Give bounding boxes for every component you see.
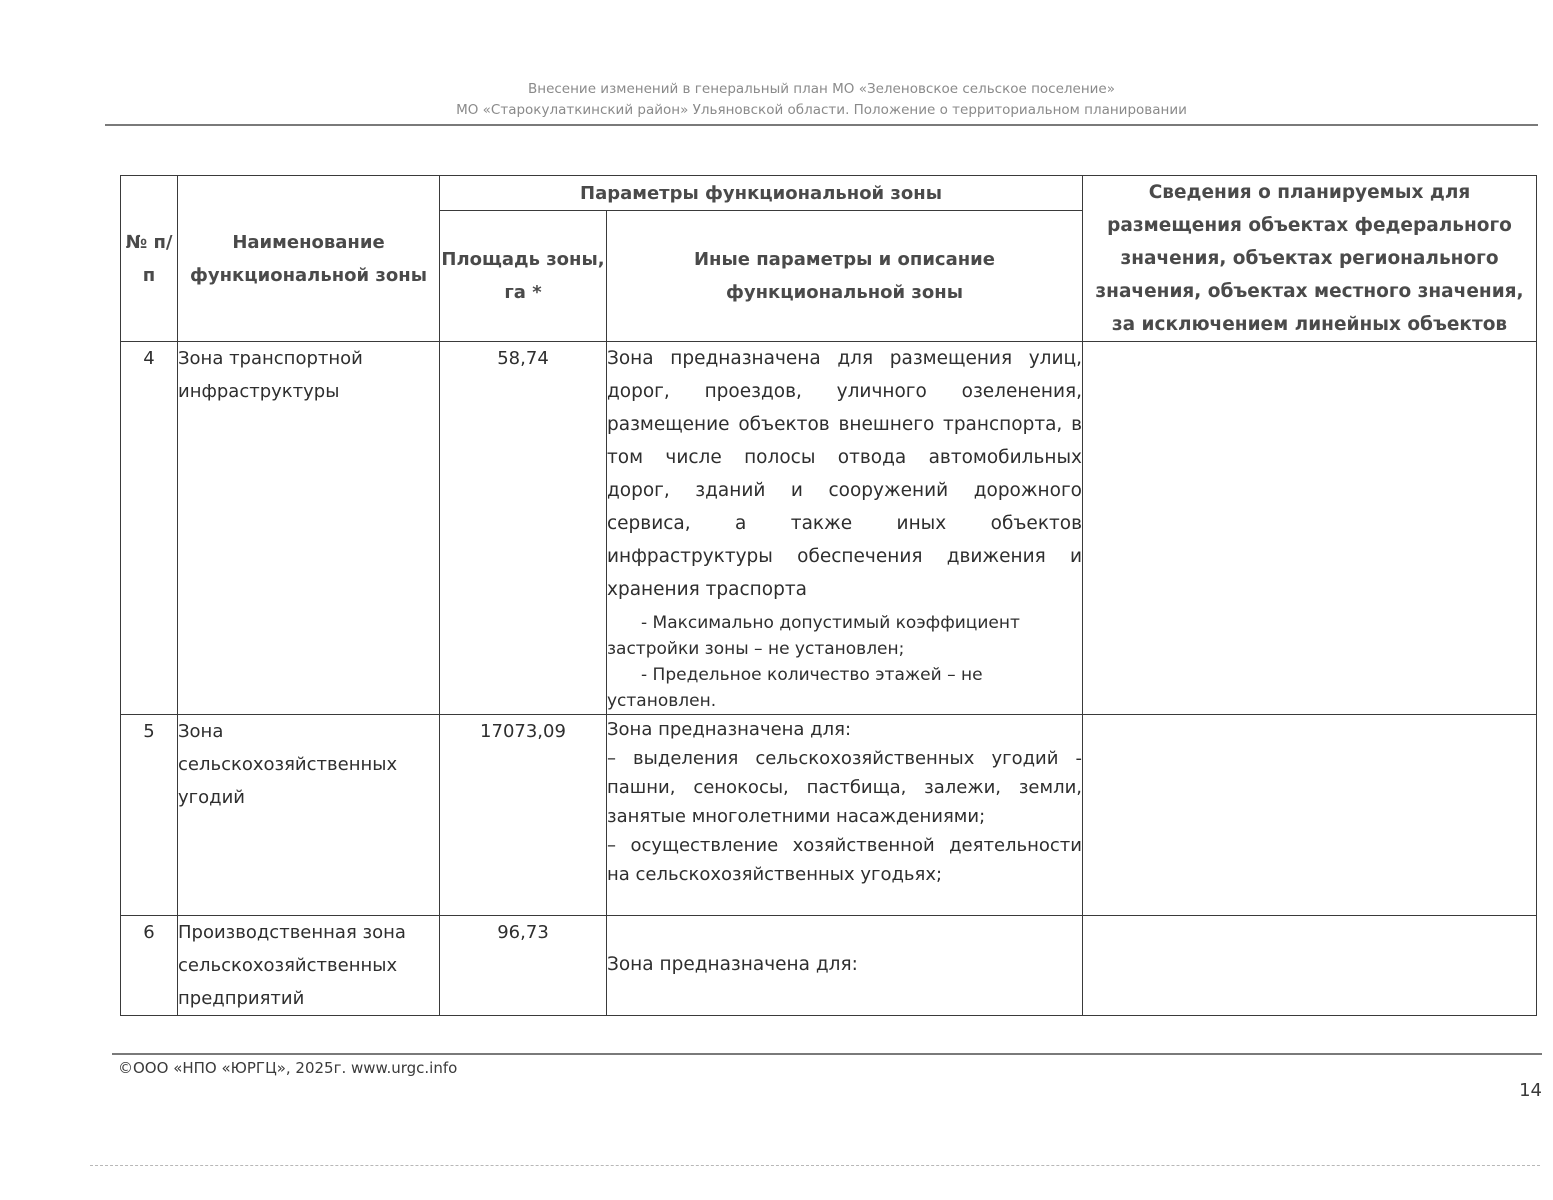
header-line-2: МО «Старокулаткинский район» Ульяновской области. Положение о территориальном планировании [456,102,1187,118]
table-row [121,916,1537,1016]
col-header-number: № п/п [121,176,178,342]
zone-description-cell [607,342,1083,715]
header-line-1: Внесение изменений в генеральный план МО «Зеленовское сельское поселение» [527,81,1115,97]
table-row [121,715,1537,916]
scan-edge-line [90,1165,1540,1166]
planned-objects-cell [1083,715,1537,916]
zone-area: 17073,09 [440,715,607,916]
zone-description-intro: Зона предназначена для: [607,719,852,740]
col-header-area: Площадь зоны, га * [440,211,607,342]
zone-name: Зона транспортной инфраструктуры [178,342,440,715]
zone-name: Зона сельскохозяйственных угодий [178,715,440,916]
zone-description-item: – осуществление хозяйственной деятельности на сельскохозяйственных угодьях; [607,835,1082,885]
zone-area: 96,73 [440,916,607,1016]
zone-parameters [607,610,1082,714]
row-number: 5 [121,715,178,916]
zone-description-cell [607,715,1083,916]
zone-parameter-floors: - Предельное количество этажей – не установлен. [607,665,983,711]
zone-area: 58,74 [440,342,607,715]
col-header-planned-objects: Сведения о планируемых для размещения объектах федерального значения, объектах регионального значения, объектах местного значения, за исключением линейных объектов [1083,176,1537,342]
planned-objects-cell [1083,342,1537,715]
row-number: 4 [121,342,178,715]
functional-zones-table [120,175,1537,1016]
footer-divider [112,1053,1542,1055]
col-header-zone-parameters: Параметры функциональной зоны [440,176,1083,211]
zone-parameter-coefficient: - Максимально допустимый коэффициент застройки зоны – не установлен; [607,613,1020,659]
zone-name: Производственная зона сельскохозяйственных предприятий [178,916,440,1016]
zone-description-list [607,715,1082,889]
zone-description: Зона предназначена для: [607,954,858,975]
zone-description-item: – выделения сельскохозяйственных угодий - пашни, сенокосы, пастбища, залежи, земли, занятые многолетними насаждениями; [607,748,1082,827]
planned-objects-cell [1083,916,1537,1016]
row-number: 6 [121,916,178,1016]
zone-description-cell [607,916,1083,1016]
footer-copyright: ©ООО «НПО «ЮРГЦ», 2025г. www.urgc.info [118,1059,458,1077]
page-number: 14 [1519,1080,1542,1101]
col-header-zone-name: Наименование функциональной зоны [178,176,440,342]
zone-description: Зона предназначена для размещения улиц, дорог, проездов, уличного озеленения, размещение объектов внешнего транспорта, в том числе полосы отвода автомобильных дорог, зданий и сооружений дорожного сервиса, а также иных объектов инфраструктуры обеспечения движения и хранения траспорта [607,348,1082,600]
table-row [121,342,1537,715]
header-divider [105,124,1538,126]
col-header-other-parameters: Иные параметры и описание функциональной зоны [607,211,1083,342]
document-header [105,79,1538,121]
